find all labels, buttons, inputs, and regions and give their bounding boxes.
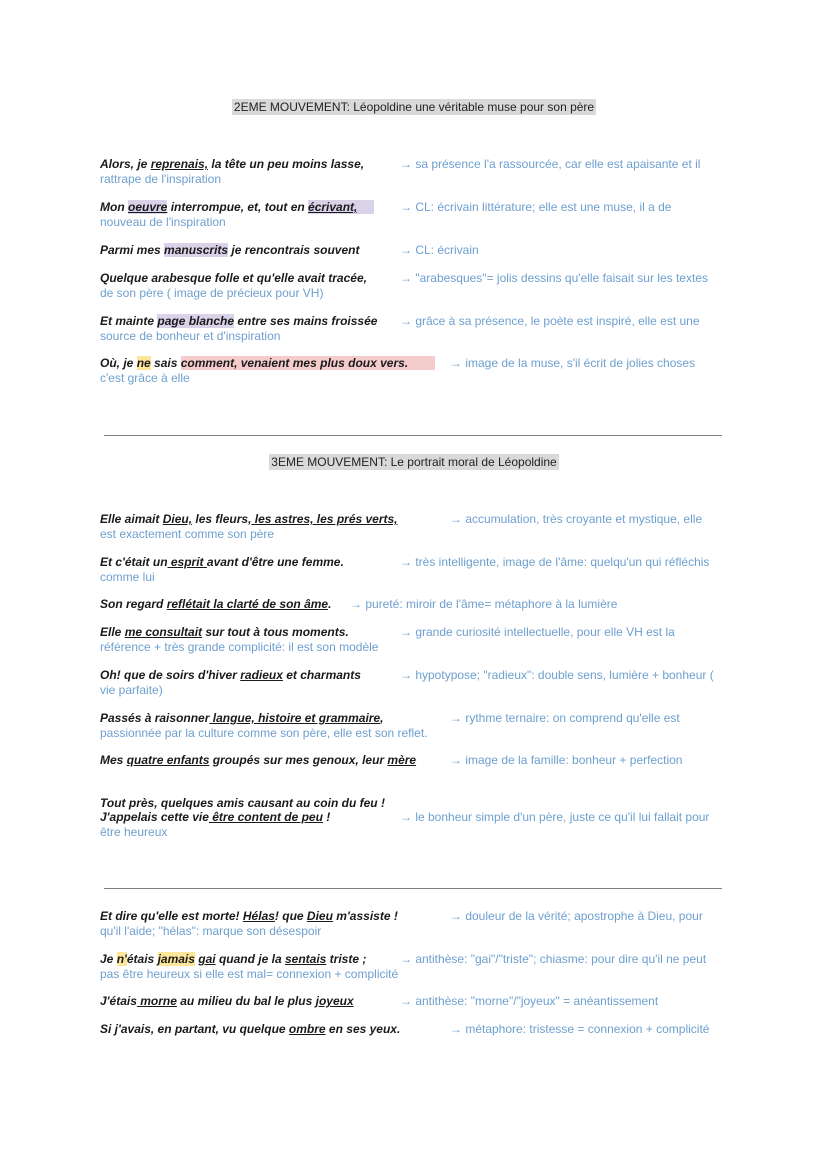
poem-line: Elle me consultait sur tout à tous moments. → grande curiosité intellectuelle, pour elle VH est la [100,625,675,639]
annotation-cont: est exactement comme son père [100,527,275,541]
annotation-cont: passionnée par la culture comme son père, elle est son reflet. [100,726,428,740]
poem-line: Et c'était un esprit avant d'être une femme. → très intelligente, image de l'âme: quelqu'un qui réfléchis [100,555,710,569]
annotation-cont: vie parfaite) [100,683,163,697]
annotation-cont: source de bonheur et d'inspiration [100,329,281,343]
poem-line: Parmi mes manuscrits je rencontrais souvent → CL: écrivain [100,243,479,257]
annotation-cont: nouveau de l'inspiration [100,215,226,229]
poem-line: Tout près, quelques amis causant au coin du feu ! [100,796,385,810]
poem-line: Quelque arabesque folle et qu'elle avait tracée, → "arabesques"= jolis dessins qu'elle faisait sur les textes [100,271,708,285]
annotation-cont: rattrape de l'inspiration [100,172,222,186]
poem-line: Et dire qu'elle est morte! Hélas! que Dieu m'assiste ! → douleur de la vérité; apostrophe à Dieu, pour [100,909,703,923]
poem-line: Passés à raisonner langue, histoire et grammaire, → rythme ternaire: on comprend qu'elle est [100,711,680,725]
section-title-2: 2EME MOUVEMENT: Léopoldine une véritable muse pour son père [233,100,595,114]
poem-line: Et mainte page blanche entre ses mains froissée → grâce à sa présence, le poète est inspiré, elle est une [100,314,700,328]
section-title-3: 3EME MOUVEMENT: Le portrait moral de Léopoldine [271,455,557,469]
poem-line: Son regard reflétait la clarté de son âme. → pureté: miroir de l'âme= métaphore à la lumière [100,597,618,611]
annotation-cont: de son père ( image de précieux pour VH) [100,286,324,300]
poem-line: Mes quatre enfants groupés sur mes genoux, leur mère → image de la famille: bonheur + perfection [100,753,683,767]
annotation-cont: qu'il l'aide; "hélas": marque son désespoir [100,924,322,938]
poem-line: Je n'étais jamais gai quand je la sentais triste ; → antithèse: "gai"/"triste"; chiasme: pour dire qu'il ne peut [100,952,707,966]
annotation-cont: c'est grâce à elle [100,371,190,385]
poem-line: Elle aimait Dieu, les fleurs, les astres, les prés verts, → accumulation, très croyante et mystique, elle [100,512,703,526]
annotation-cont: pas être heureux si elle est mal= connexion + complicité [100,967,399,981]
poem-line: Où, je ne sais comment, venaient mes plus doux vers. → image de la muse, s'il écrit de jolies choses [100,356,696,370]
divider [104,435,722,436]
annotation-cont: comme lui [100,570,155,584]
annotation-cont: être heureux [100,825,168,839]
poem-line: Oh! que de soirs d'hiver radieux et charmants → hypotypose; "radieux": double sens, lumière + bonheur ( [100,668,714,682]
poem-line: Alors, je reprenais, la tête un peu moins lasse, → sa présence l'a rassourcée, car elle est apaisante et il [100,157,701,171]
poem-line: J'appelais cette vie être content de peu ! → le bonheur simple d'un père, juste ce qu'il lui fallait pour [100,810,710,824]
poem-line: Mon oeuvre interrompue, et, tout en écrivant, → CL: écrivain littérature; elle est une muse, il a de [100,200,672,214]
poem-line: Si j'avais, en partant, vu quelque ombre en ses yeux. → métaphore: tristesse = connexion + complicité [100,1022,710,1036]
poem-line: J'étais morne au milieu du bal le plus joyeux → antithèse: "morne"/"joyeux" = anéantissement [100,994,659,1008]
annotation-cont: référence + très grande complicité: il est son modèle [100,640,379,654]
divider [104,888,722,889]
